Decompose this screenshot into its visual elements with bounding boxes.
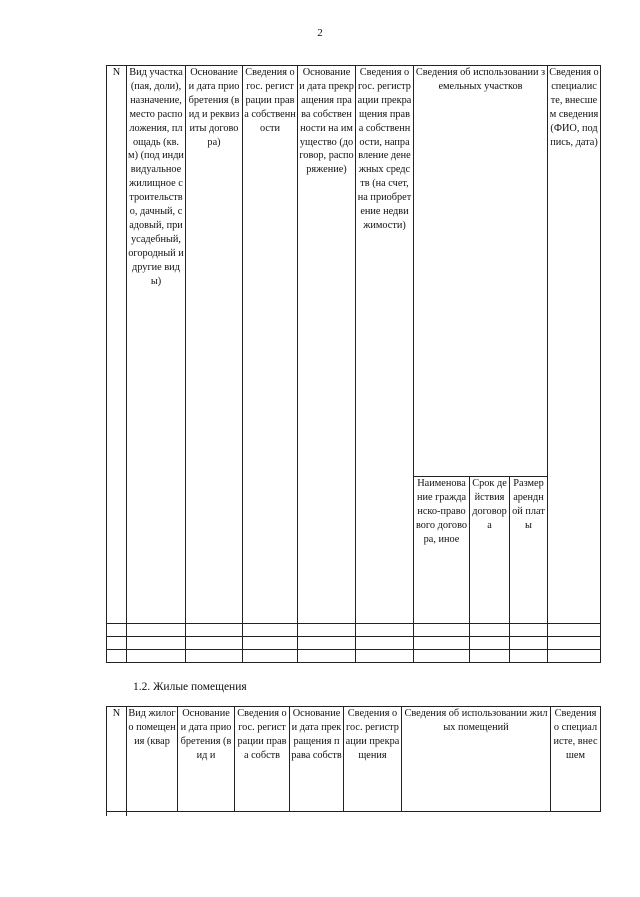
table-row (107, 812, 601, 817)
header-cell-premises-usage: Сведения об использовании жилых помещений (402, 707, 551, 812)
header-cell-registration: Сведения о гос. регистрации права собственности (243, 66, 298, 624)
header-cell-land-usage: Сведения об использовании земельных участков (414, 66, 548, 477)
header-cell-specialist: Сведения о специалисте, внесшем сведения (ФИО, подпись, дата) (548, 66, 601, 624)
header-cell-termination: Основание и дата прекращения права собств (290, 707, 344, 812)
usage-subcell (107, 812, 127, 817)
page-number: 2 (317, 27, 323, 39)
table-row (107, 650, 601, 663)
header-cell-premises-type: Вид жилого помещения (квар (127, 707, 178, 812)
subheader-cell-rent: Размер арендной платы (510, 477, 548, 624)
table-row (107, 637, 601, 650)
header-cell-basis: Основание и дата приобретения (вид и реквизиты договора) (186, 66, 243, 624)
subheader-cell-contract-name: Наименование гражданско-правового договора, иное (414, 477, 470, 624)
residential-premises-table (106, 706, 601, 816)
table-row (107, 624, 601, 637)
header-cell-termination-registration: Сведения о гос. регистрации прекращения (344, 707, 402, 812)
subheader-cell-contract-term: Срок действия договора (470, 477, 510, 624)
header-cell-basis: Основание и дата приобретения (вид и (178, 707, 235, 812)
header-cell-n: N (107, 707, 127, 812)
header-cell-n: N (107, 66, 127, 624)
land-plots-table (106, 65, 601, 663)
header-cell-termination: Основание и дата прекращения права собственности на имущество (договор, распоряжение) (298, 66, 356, 624)
header-cell-termination-registration: Сведения о гос. регистрации прекращения права собственности, направление денежных средств (на счет, на приобретение недвижимости) (356, 66, 414, 624)
header-cell-plot-type: Вид участка (пая, доли), назначение, место расположения, площадь (кв. м) (под индивидуальное жилищное строительство, дачный, садовый, приусадебный, огородный и другие виды) (127, 66, 186, 624)
header-cell-registration: Сведения о гос. регистрации права собств (235, 707, 290, 812)
section-title: 1.2. Жилые помещения (133, 681, 247, 693)
header-cell-specialist: Сведения о специалисте, внесшем (551, 707, 601, 812)
